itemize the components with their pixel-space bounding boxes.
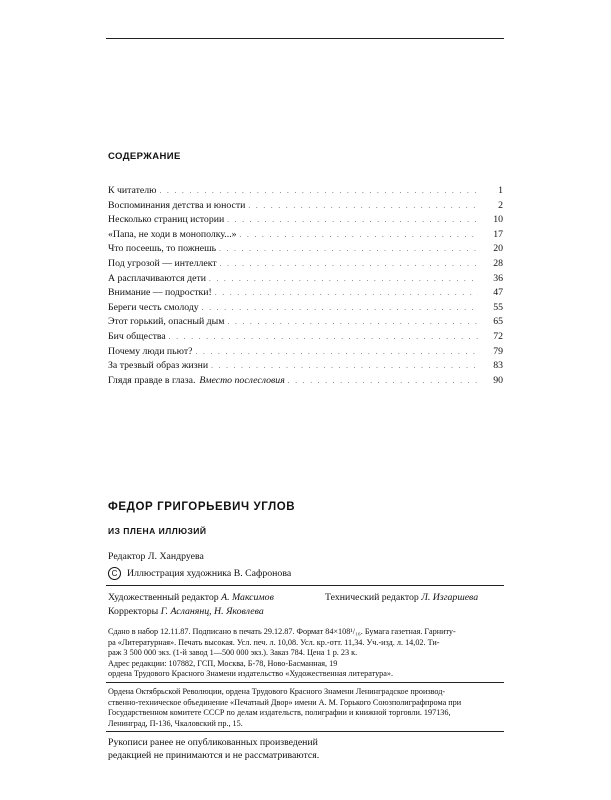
toc-entry-page: 36 xyxy=(493,272,503,284)
author-name: ФЕДОР ГРИГОРЬЕВИЧ УГЛОВ xyxy=(108,501,296,513)
toc-leader-dots xyxy=(219,242,478,257)
toc-entry-title: Несколько страниц истории xyxy=(108,214,225,226)
toc-leader-dots xyxy=(169,330,478,345)
tech-editor-label: Технический редактор xyxy=(325,592,419,603)
toc-entry-subtitle: Вместо послесловия xyxy=(199,374,285,386)
printer-line: ственно-техническое объединение «Печатный Двор» имени А. М. Горького Союзполиграфпрома при xyxy=(108,697,462,707)
printer-line: Государственном комитете СССР по делам издательств, полиграфии и книжной торговли. 197136, xyxy=(108,708,451,717)
toc-leader-dots xyxy=(195,345,478,360)
toc-leader-dots xyxy=(248,199,478,214)
toc-leader-dots xyxy=(211,359,478,374)
credits-rule xyxy=(106,585,504,586)
toc-entry-title: Этот горький, опасный дым xyxy=(108,316,225,328)
imprint-line: раж 3 500 000 экз. (1-й завод 1—500 000 экз.). Заказ 784. Цена 1 р. 23 к. xyxy=(108,648,358,657)
toc-entry-page: 20 xyxy=(493,243,503,255)
toc-entry-page: 83 xyxy=(493,360,503,372)
toc-entry-title: К читателю xyxy=(108,185,157,196)
toc-leader-dots xyxy=(227,315,478,330)
toc-entry xyxy=(108,213,503,228)
correctors-label: Корректоры xyxy=(108,606,159,617)
toc-leader-dots xyxy=(240,228,478,243)
art-editor-line xyxy=(108,592,274,603)
toc-leader-dots xyxy=(288,374,478,389)
toc-entry-title: Что посеешь, то пожнешь xyxy=(108,243,217,255)
toc-entry-title: Бич общества xyxy=(108,330,166,342)
toc-entry xyxy=(108,228,503,243)
table-of-contents xyxy=(108,184,503,388)
correctors-line xyxy=(108,606,264,617)
toc-leader-dots xyxy=(220,257,478,272)
toc-entry-page: 1 xyxy=(498,185,503,196)
toc-entry-page: 28 xyxy=(493,257,503,269)
toc-leader-dots xyxy=(202,301,478,316)
art-editor-name: А. Максимов xyxy=(221,592,274,603)
notice-line: редакцией не принимаются и не рассматриваются. xyxy=(108,750,320,761)
toc-entry-page: 90 xyxy=(493,374,503,386)
toc-entry xyxy=(108,184,503,199)
imprint-line: Адрес редакции: 107882, ГСП, Москва, Б-78, Ново-Басманная, 19 xyxy=(108,658,338,668)
toc-entry-title: А расплачиваются дети xyxy=(108,272,206,284)
toc-entry xyxy=(108,286,503,301)
printer-line: Ордена Октябрьской Революции, ордена Трудового Красного Знамени Ленинградское производ- xyxy=(108,687,446,696)
illustration-text: Иллюстрация художника В. Сафронова xyxy=(127,568,292,579)
toc-entry-title: «Папа, не ходи в монополку...» xyxy=(108,228,237,240)
imprint-line: ра «Литературная». Печать высокая. Усл. печ. л. 10,08. Усл. кр.-отт. 11,34. Уч.-изд. л. 14,02. Ти- xyxy=(108,637,440,647)
toc-entry-page: 17 xyxy=(493,228,503,240)
copyright-icon: С xyxy=(108,567,121,580)
editor-line: Редактор Л. Хандруева xyxy=(108,551,204,562)
toc-entry xyxy=(108,199,503,214)
tech-editor-name: Л. Изгаршева xyxy=(421,592,479,603)
printer-rule xyxy=(106,731,504,732)
imprint-block xyxy=(108,627,508,680)
printer-line: Ленинград, П-136, Чкаловский пр., 15. xyxy=(108,718,243,728)
printer-block xyxy=(108,687,508,729)
toc-entry xyxy=(108,374,503,389)
toc-entry xyxy=(108,272,503,287)
imprint-rule xyxy=(106,682,504,683)
toc-entry-page: 65 xyxy=(493,316,503,328)
correctors-names: Г. Асланянц, Н. Яковлева xyxy=(160,606,264,617)
toc-leader-dots xyxy=(227,213,478,228)
toc-entry-title: Воспоминания детства и юности xyxy=(108,199,246,211)
toc-entry-page: 72 xyxy=(493,330,503,342)
top-rule xyxy=(106,38,504,39)
tech-editor-line xyxy=(325,592,478,603)
manuscripts-notice xyxy=(108,736,319,762)
toc-entry-title: За трезвый образ жизни xyxy=(108,360,209,372)
book-title: ИЗ ПЛЕНА ИЛЛЮЗИЙ xyxy=(108,526,207,536)
toc-entry-page: 55 xyxy=(493,301,503,313)
toc-entry xyxy=(108,330,503,345)
toc-entry-page: 10 xyxy=(493,214,503,226)
illustration-line xyxy=(108,567,291,580)
toc-entry xyxy=(108,359,503,374)
toc-entry-title: Внимание — подростки! xyxy=(108,287,212,299)
toc-entry-page: 79 xyxy=(493,345,503,357)
toc-leader-dots xyxy=(160,184,479,199)
toc-entry xyxy=(108,242,503,257)
toc-entry-title: Под угрозой — интеллект xyxy=(108,257,217,269)
toc-leader-dots xyxy=(209,272,478,287)
toc-entry xyxy=(108,257,503,272)
toc-leader-dots xyxy=(215,286,478,301)
art-editor-label: Художественный редактор xyxy=(108,592,219,603)
imprint-line: Сдано в набор 12.11.87. Подписано в печать 29.12.87. Формат 84×108¹/₁₆. Бумага газетная. Гарниту- xyxy=(108,627,456,636)
toc-entry xyxy=(108,315,503,330)
toc-entry-title: Почему люди пьют? xyxy=(108,345,193,357)
toc-entry-page: 47 xyxy=(493,287,503,299)
toc-entry-page: 2 xyxy=(498,199,503,211)
toc-entry xyxy=(108,345,503,360)
notice-line: Рукописи ранее не опубликованных произведений xyxy=(108,737,318,748)
toc-entry-title: Береги честь смолоду xyxy=(108,301,199,313)
toc-entry xyxy=(108,301,503,316)
toc-heading: СОДЕРЖАНИЕ xyxy=(108,151,181,162)
imprint-line: ордена Трудового Красного Знамени издательство «Художественная литература». xyxy=(108,669,394,678)
toc-entry-title: Глядя правде в глаза. xyxy=(108,374,196,386)
